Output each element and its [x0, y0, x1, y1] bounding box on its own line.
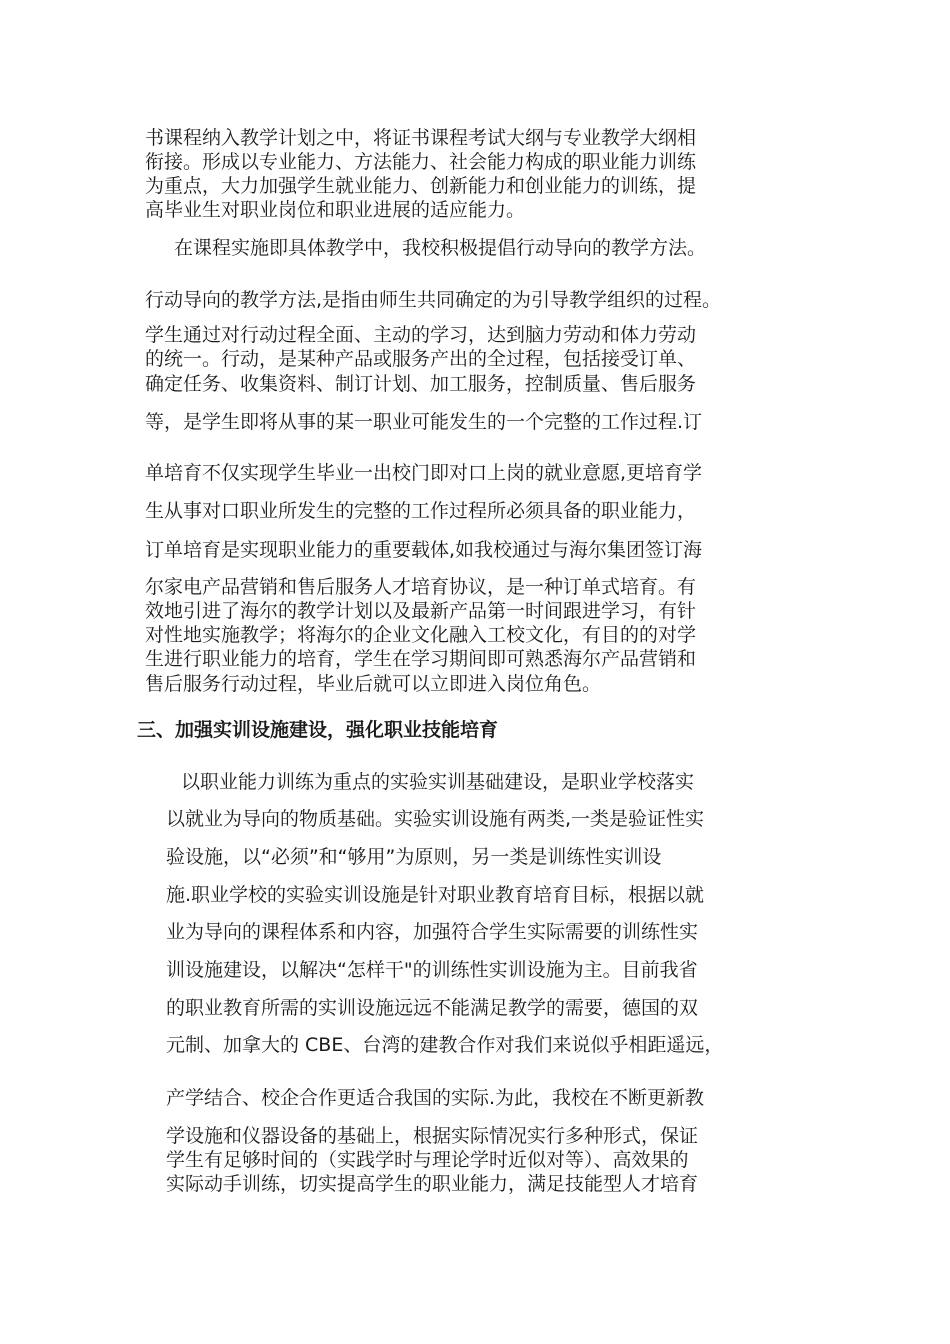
text-line: 高毕业生对职业岗位和职业进展的适应能力。 — [145, 199, 526, 221]
text-line: 确定任务、收集资料、制订计划、加工服务，控制质量、售后服务 — [145, 373, 697, 395]
text-line: 学设施和仪器设备的基础上，根据实际情况实行多种形式，保证 — [166, 1125, 699, 1147]
text-line: 元制、加拿大的 CBE、台湾的建教合作对我们来说似乎相距遥远， — [166, 1034, 724, 1056]
text-line: 为重点，大力加强学生就业能力、创新能力和创业能力的训练，提 — [145, 175, 697, 197]
text-line: 以就业为导向的物质基础。实验实训设施有两类,一类是验证性实 — [166, 808, 705, 830]
text-line: 对性地实施教学；将海尔的企业文化融入工校文化，有目的的对学 — [145, 624, 697, 646]
text-line: 施.职业学校的实验实训设施是针对职业教育培育目标，根据以就 — [166, 884, 705, 906]
text-line: 单培育不仅实现学生毕业一出校门即对口上岗的就业意愿,更培育学 — [145, 462, 703, 484]
section-heading: 三、加强实训设施建设，强化职业技能培育 — [137, 719, 499, 741]
text-line: 的统一。行动，是某种产品或服务产出的全过程，包括接受订单、 — [145, 348, 697, 370]
text-line: 生从事对口职业所发生的完整的工作过程所必须具备的职业能力， — [145, 500, 697, 522]
text-line: 的职业教育所需的实训设施远远不能满足教学的需要，德国的双 — [166, 997, 699, 1019]
text-line: 验设施，以“必须”和“够用”为原则，另一类是训练性实训设 — [166, 846, 662, 868]
text-line: 学生有足够时间的（实践学时与理论学时近似对等）、高效果的 — [166, 1149, 689, 1171]
text-line: 尔家电产品营销和售后服务人才培育协议，是一种订单式培育。有 — [145, 576, 697, 598]
text-line: 以职业能力训练为重点的实验实训基础建设，是职业学校落实 — [181, 771, 695, 793]
text-line: 训设施建设，以解决“怎样干"的训练性实训设施为主。目前我省 — [166, 959, 698, 981]
text-line: 等，是学生即将从事的某一职业可能发生的一个完整的工作过程.订 — [145, 411, 703, 433]
text-line: 业为导向的课程体系和内容，加强符合学生实际需要的训练性实 — [166, 921, 699, 943]
text-line: 产学结合、校企合作更适合我国的实际.为此，我校在不断更新教 — [166, 1087, 705, 1109]
text-line: 行动导向的教学方法,是指由师生共同确定的为引导教学组织的过程。 — [145, 289, 722, 311]
text-line: 衔接。形成以专业能力、方法能力、社会能力构成的职业能力训练 — [145, 151, 697, 173]
text-line: 效地引进了海尔的教学计划以及最新产品第一时间跟进学习，有针 — [145, 600, 697, 622]
text-line: 实际动手训练，切实提高学生的职业能力，满足技能型人才培育 — [166, 1173, 699, 1195]
text-line: 书课程纳入教学计划之中，将证书课程考试大纲与专业教学大纲相 — [145, 127, 697, 149]
text-line: 订单培育是实现职业能力的重要载体,如我校通过与海尔集团签订海 — [145, 539, 703, 561]
text-line: 学生通过对行动过程全面、主动的学习，达到脑力劳动和体力劳动 — [145, 324, 697, 346]
text-line: 在课程实施即具体教学中，我校积极提倡行动导向的教学方法。 — [174, 237, 707, 259]
text-line: 售后服务行动过程，毕业后就可以立即进入岗位角色。 — [145, 673, 602, 695]
text-line: 生进行职业能力的培育，学生在学习期间即可熟悉海尔产品营销和 — [145, 648, 697, 670]
